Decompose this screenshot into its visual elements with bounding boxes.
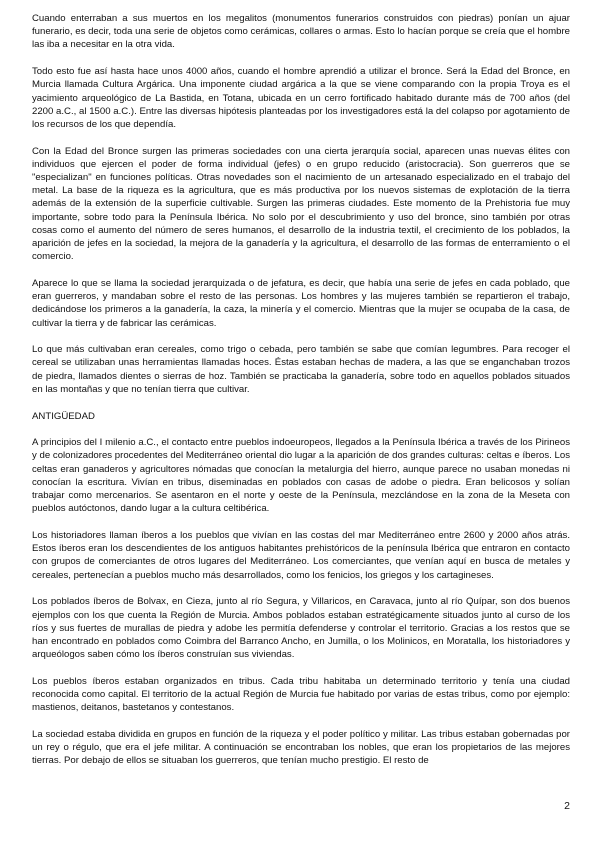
document-body <box>32 12 570 781</box>
paragraph-historiadores-iberos: Los historiadores llaman íberos a los pueblos que vivían en las costas del mar Mediterráneo entre 2600 y 2000 años atrás. Estos íberos eran los descendientes de los antiguos habitantes prehistóricos de la península Ibérica que entraron en contacto con grupos de comerciantes de otros lugares del Mediterráneo. Los comerciantes, que venían aquí en busca de metales y cereales, pertenecían a pueblos mucho más desarrollados, como los fenicios, los griegos y los cartagineses. <box>32 530 570 581</box>
paragraph-celtas-iberos: A principios del I milenio a.C., el contacto entre pueblos indoeuropeos, llegados a la Península Ibérica a través de los Pirineos y de colonizadores procedentes del Mediterráneo oriental dio lugar a la aparición de dos grandes culturas: celtas e íberos. Los celtas eran ganaderos y agricultores nómadas que conocían la metalurgia del hierro, aunque parece no usaban monedas ni conocían la escritura. Vivían en tribus, diseminadas en poblados con casas de adobe o piedra. Eran belicosos y solían trabajar como mercenarios. Se asentaron en el norte y oeste de la Península, mezclándose en la zona de la Meseta con pueblos autóctonos, dando lugar a la cultura celtibérica. <box>32 437 570 515</box>
paragraph-ajuar: Cuando enterraban a sus muertos en los megalitos (monumentos funerarios construidos con piedras) ponían un ajuar funerario, es decir, toda una serie de objetos como cerámicas, collares o armas. Esto lo hacían porque se creía que el hombre las iba a necesitar en la otra vida. <box>32 13 570 51</box>
paragraph-jerarquia: Con la Edad del Bronce surgen las primeras sociedades con una cierta jerarquía social, aparecen unas nuevas élites con individuos que ejercen el poder de forma individual (jefes) o en grupo reducido (aristocracia). Son guerreros que se "especializan" en funciones políticas. Otras novedades son el nacimiento de un artesanado especializado en el trabajo del metal. La base de la riqueza es la agricultura, que es más productiva por los nuevos sistemas de explotación de la tierra además de la extensión de la superficie cultivable. Surgen las primeras ciudades. Este momento de la Prehistoria fue muy importante, sobre todo para la Península Ibérica. No solo por el descubrimiento y uso del bronce, sino también por otras cosas como el aumento del número de seres humanos, el desarrollo de la industria textil, el crecimiento de los poblados, la aparición de jefes en la sociedad, la mejora de la ganadería y la agricultura, el desarrollo de las formas de enterramiento o el comercio. <box>32 145 570 263</box>
paragraph-poblados-iberos: Los poblados íberos de Bolvax, en Cieza, junto al río Segura, y Villaricos, en Caravaca, junto al río Quípar, son dos buenos ejemplos con los que cuenta la Región de Murcia. Ambos poblados estaban estratégicamente situados junto al curso de los ríos y sus fuertes de murallas de piedra y adobe les permitía defenderse y controlar el territorio. Gracias a los restos que se han encontrado en poblados como Coimbra del Barranco Ancho, en Jumilla, o los Molinicos, en Moratalla, los historiadores y arqueólogos saben cómo los íberos construían sus viviendas. <box>32 596 570 661</box>
section-heading: ANTIGÜEDAD <box>32 410 95 422</box>
paragraph-sociedad-dividida: La sociedad estaba dividida en grupos en función de la riqueza y el poder político y militar. Las tribus estaban gobernadas por un rey o régulo, que era el jefe militar. A continuación se encontraban los nobles, que eran los propietarios de las mejores tierras. Por debajo de ellos se situaban los guerreros, que tenían mucho prestigio. El resto de <box>32 728 570 767</box>
paragraph-tribus: Los pueblos íberos estaban organizados en tribus. Cada tribu habitaba un determinado territorio y tenía una ciudad reconocida como capital. El territorio de la actual Región de Murcia fue habitado por varias de estas tribus, como por ejemplo: mastienos, deitanos, bastetanos y contestanos. <box>32 675 570 714</box>
paragraph-sociedad-jefatura: Aparece lo que se llama la sociedad jerarquizada o de jefatura, es decir, que había una serie de jefes en cada poblado, que eran guerreros, y mandaban sobre el resto de las personas. Los hombres y las mujeres también se repartieron el trabajo, dedicándose los primeros a la ganadería, la caza, la minería y el comercio. Mientras que la mujer se ocupaba de la casa, de cultivar la tierra y de fabricar las cerámicas. <box>32 277 570 329</box>
paragraph-edad-bronce: Todo esto fue así hasta hace unos 4000 años, cuando el hombre aprendió a utilizar el bronce. Será la Edad del Bronce, en Murcia llamada Cultura Argárica. Una imponente ciudad argárica a la que se viene comparando con la propia Troya es el yacimiento arqueológico de La Bastida, en Totana, ubicada en un cerro fortificado habitado durante más de 700 años (del 2200 a.C., al 1500 a.C.). Entre las diversas hipótesis planteadas por los investigadores está la del colapso por agotamiento de los recursos de los que dependía. <box>32 66 570 130</box>
paragraph-cultivos: Lo que más cultivaban eran cereales, como trigo o cebada, pero también se sabe que comían legumbres. Para recoger el cereal se utilizaban unas herramientas llamadas hoces. Éstas estaban hechas de madera, a las que se enganchaban trozos de piedra, llamados dientes o sierras de hoz. También se practicaba la ganadería, sobre todo en aquellos poblados situados en las montañas y que no tenían tierra que cultivar. <box>32 344 570 395</box>
page-number: 2 <box>564 800 570 812</box>
